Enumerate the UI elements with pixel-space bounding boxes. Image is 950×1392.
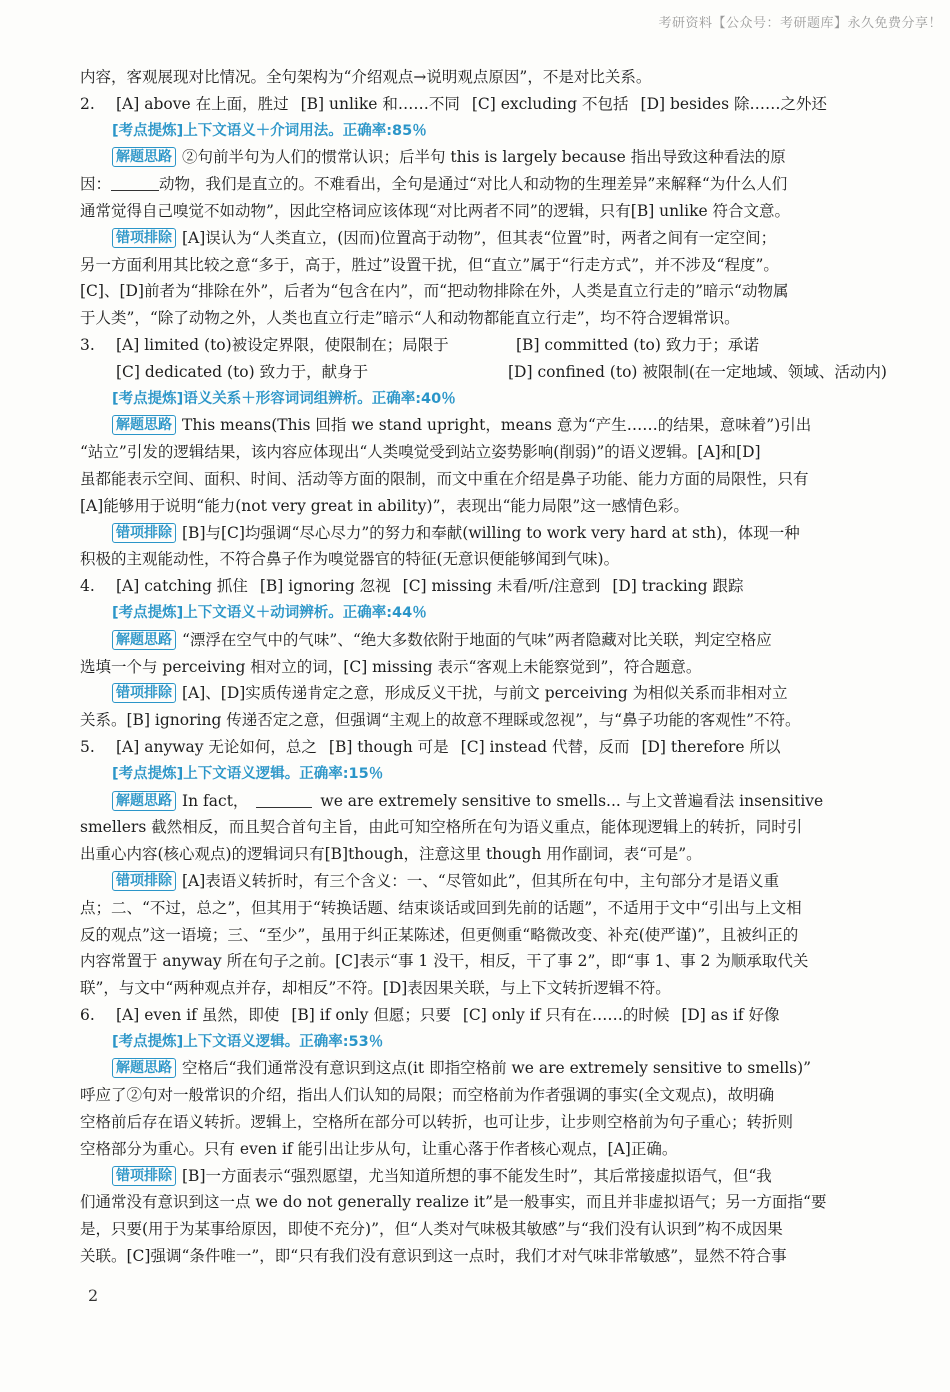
q6-cuo-4: 关联。[C]强调“条件唯一”，即“只有我们没有意识到这一点时，我们才对气味非常敏感”，显然不符合事: [80, 1247, 787, 1266]
q4-cuo-1: [80, 680, 912, 707]
question-number: 4.: [80, 577, 95, 596]
q4-cuo-text: [A]、[D]实质传递肯定之意，形成反义干扰，与前文 perceiving 为相似关系而非相对立: [182, 684, 788, 703]
q3-jieti-text: This means(This 回指 we stand upright，means 意为“产生……的结果，意味着”)引出: [182, 416, 812, 435]
q4-options: [80, 573, 912, 600]
q2-kaodian: [考点提炼]上下文语义＋介词用法。正确率:85％: [112, 122, 427, 139]
tag-jieti: 解题思路: [112, 630, 176, 650]
q6-options: [80, 1002, 912, 1029]
q6-cuo-text: [B]一方面表示“强烈愿望，尤当知道所想的事不能发生时”，其后常接虚拟语气，但“我: [182, 1166, 772, 1185]
option-c: [C] dedicated (to) 致力于，献身于: [116, 362, 369, 381]
answer-blank: [111, 176, 159, 191]
q2-cuo-1: [80, 225, 912, 252]
q5-jieti-2: smellers 截然相反，而且契合首句主旨，由此可知空格所在句为语义重点，能体现逻辑上的转折，同时引: [80, 818, 803, 837]
tag-jieti: 解题思路: [112, 1058, 176, 1078]
intro-line: 内容，客观展现对比情况。全句架构为“介绍观点→说明观点原因”，不是对比关系。: [80, 68, 652, 86]
q3-options-row1: [80, 332, 912, 359]
q6-cuo-1: [80, 1163, 912, 1190]
option-d: [D] confined (to) 被限制(在一定地域、领域、活动内): [508, 362, 887, 381]
q2-cuo-4: 于人类”，“除了动物之外，人类也直立行走”暗示“人和动物都能直立行走”，均不符合逻辑常识。: [80, 309, 740, 328]
q5-jieti-text: we are extremely sensitive to smells... 与上文普遍看法 insensitive: [320, 791, 824, 810]
q5-kaodian: [考点提炼]上下文语义逻辑。正确率:15％: [112, 765, 384, 782]
q5-jieti-1: [80, 788, 912, 815]
q4-kaodian: [考点提炼]上下文语义＋动词辨析。正确率:44％: [112, 604, 427, 621]
q6-cuo-2: 们通常没有意识到这一点 we do not generally realize it”是一般事实，而且并非虚拟语气；另一方面指“要: [80, 1193, 827, 1212]
q3-cuo-1: [80, 520, 912, 547]
option-d: [D] therefore 所以: [641, 737, 781, 756]
q5-cuo-2: 点；二、“不过，总之”，但其用于“转换话题、结束谈话或回到先前的话题”，不适用于文中“引出与上文相: [80, 898, 802, 917]
option-b: [B] if only 但愿；只要: [291, 1005, 451, 1024]
tag-cuoxiang: 错项排除: [112, 523, 176, 543]
question-number: 6.: [80, 1005, 95, 1024]
q2-jieti-text: 因：: [80, 175, 112, 194]
q6-jieti-2: 呼应了②句对一般常识的介绍，指出人们认知的局限；而空格前为作者强调的事实(全文观点)，故明确: [80, 1086, 775, 1105]
q3-jieti-1: [80, 412, 912, 439]
q6-cuo-3: 是，只要(用于为某事给原因，即使不充分)”，但“人类对气味极其敏感”与“我们没有认识到”构不成因果: [80, 1220, 783, 1239]
q5-cuo-1: [80, 868, 912, 895]
option-a: [A] catching 抓住: [116, 577, 248, 596]
q2-cuo-2: 另一方面利用其比较之意“多于，高于，胜过”设置干扰，但“直立”属于“行走方式”，并不涉及“程度”。: [80, 255, 779, 274]
q2-jieti-1: [80, 144, 912, 171]
option-c: [C] only if 只有在……的时候: [462, 1005, 670, 1024]
question-number: 2.: [80, 94, 95, 113]
tag-cuoxiang: 错项排除: [112, 228, 176, 248]
q4-cuo-2: 关系。[B] ignoring 传递否定之意，但强调“主观上的故意不理睬或忽视”，与“鼻子功能的客观性”不符。: [80, 711, 801, 730]
q5-options: [80, 734, 912, 761]
option-c: [C] missing 未看/听/注意到: [402, 577, 601, 596]
q2-options: [80, 91, 912, 118]
q6-jieti-text: 空格后“我们通常没有意识到这点(it 即指空格前 we are extremely sensitive to smells)”: [182, 1059, 812, 1078]
q2-jieti-text: 动物，我们是直立的。不难看出，全句是通过“对比人和动物的生理差异”来解释“为什么人们: [159, 175, 788, 194]
question-number: 5.: [80, 737, 95, 756]
q3-jieti-2: “站立”引发的逻辑结果，该内容应体现出“人类嗅觉受到站立姿势影响(削弱)”的语义逻辑。[A]和[D]: [80, 443, 761, 462]
answer-blank: [256, 793, 312, 808]
option-c: [C] excluding 不包括: [471, 94, 629, 113]
answer-page: [80, 64, 912, 1270]
option-d: [D] tracking 跟踪: [612, 577, 744, 596]
q2-cuo-text: [A]误认为“人类直立，(因而)位置高于动物”，但其表“位置”时，两者之间有一定空间；: [182, 228, 777, 247]
option-b: [B] committed (to) 致力于；承诺: [516, 335, 759, 354]
q5-cuo-5: 联”，与文中“两种观点并存，却相反”不符。[D]表因果关联，与上下文转折逻辑不符。: [80, 979, 671, 998]
tag-cuoxiang: 错项排除: [112, 683, 176, 703]
q5-jieti-text: In fact，: [182, 791, 249, 810]
option-a: [A] even if 虽然，即使: [116, 1005, 280, 1024]
option-b: [B] though 可是: [328, 737, 449, 756]
tag-jieti: 解题思路: [112, 415, 176, 435]
q4-jieti-1: [80, 627, 912, 654]
tag-jieti: 解题思路: [112, 147, 176, 167]
option-a: [A] limited (to)被设定界限，使限制在；局限于: [116, 335, 449, 354]
q5-jieti-3: 出重心内容(核心观点)的逻辑词只有[B]though，注意这里 though 用作副词，表“可是”。: [80, 845, 702, 864]
q5-cuo-text: [A]表语义转折时，有三个含义：一、“尽管如此”，但其所在句中，主句部分才是语义重: [182, 871, 780, 890]
option-d: [D] as if 好像: [681, 1005, 780, 1024]
option-d: [D] besides 除……之外还: [640, 94, 827, 113]
option-c: [C] instead 代替，反而: [460, 737, 630, 756]
q3-cuo-2: 积极的主观能动性，不符合鼻子作为嗅觉器官的特征(无意识便能够闻到气味)。: [80, 550, 620, 569]
q3-kaodian: [考点提炼]语义关系＋形容词词组辨析。正确率:40％: [112, 390, 456, 407]
tag-jieti: 解题思路: [112, 791, 176, 811]
q6-kaodian: [考点提炼]上下文语义逻辑。正确率:53％: [112, 1033, 384, 1050]
option-a: [A] above 在上面，胜过: [116, 94, 289, 113]
q4-jieti-2: 选填一个与 perceiving 相对立的词，[C] missing 表示“客观上未能察觉到”，符合题意。: [80, 657, 702, 676]
q5-cuo-3: 反的观点”这一语境；三、“至少”，虽用于纠正某陈述，但更侧重“略微改变、补充(使严谨)”，且被纠正的: [80, 925, 799, 944]
q5-cuo-4: 内容常置于 anyway 所在句子之前。[C]表示“事 1 没干，相反，干了事 2”，即“事 1、事 2 为顺承取代关: [80, 952, 809, 971]
q3-cuo-text: [B]与[C]均强调“尽心尽力”的努力和奉献(willing to work very hard at sth)，体现一种: [182, 523, 800, 542]
q2-jieti-2: [80, 171, 912, 198]
option-b: [B] unlike 和……不同: [300, 94, 460, 113]
option-a: [A] anyway 无论如何，总之: [116, 737, 317, 756]
q4-jieti-text: “漂浮在空气中的气味”、“绝大多数依附于地面的气味”两者隐藏对比关联，判定空格应: [182, 630, 772, 649]
question-number: 3.: [80, 335, 95, 354]
q6-jieti-3: 空格前后存在语义转折。逻辑上，空格所在部分可以转折，也可让步，让步则空格前为句子重心；转折则: [80, 1113, 794, 1132]
watermark: 考研资料【公众号：考研题库】永久免费分享！: [658, 16, 942, 31]
tag-cuoxiang: 错项排除: [112, 1166, 176, 1186]
option-b: [B] ignoring 忽视: [259, 577, 391, 596]
q2-jieti-3: 通常觉得自己嗅觉不如动物”，因此空格词应该体现“对比两者不同”的逻辑，只有[B] unlike 符合文意。: [80, 201, 791, 220]
q2-jieti-text: ②句前半句为人们的惯常认识；后半句 this is largely because 指出导致这种看法的原: [182, 148, 786, 167]
q6-jieti-1: [80, 1055, 912, 1082]
tag-cuoxiang: 错项排除: [112, 871, 176, 891]
q6-jieti-4: 空格部分为重心。只有 even if 能引出让步从句，让重心落于作者核心观点，[A]正确。: [80, 1139, 678, 1158]
q3-options-row2: [80, 359, 912, 386]
q3-jieti-3: 虽都能表示空间、面积、时间、活动等方面的限制，而文中重在介绍是鼻子功能、能力方面的局限性，只有: [80, 469, 809, 488]
page-number: 2: [88, 1286, 99, 1305]
q2-cuo-3: [C]、[D]前者为“排除在外”，后者为“包含在内”，而“把动物排除在外，人类是直立行走的”暗示“动物属: [80, 282, 789, 301]
q3-jieti-4: [A]能够用于说明“能力(not very great in ability)”，表现出“能力局限”这一感情色彩。: [80, 496, 689, 515]
